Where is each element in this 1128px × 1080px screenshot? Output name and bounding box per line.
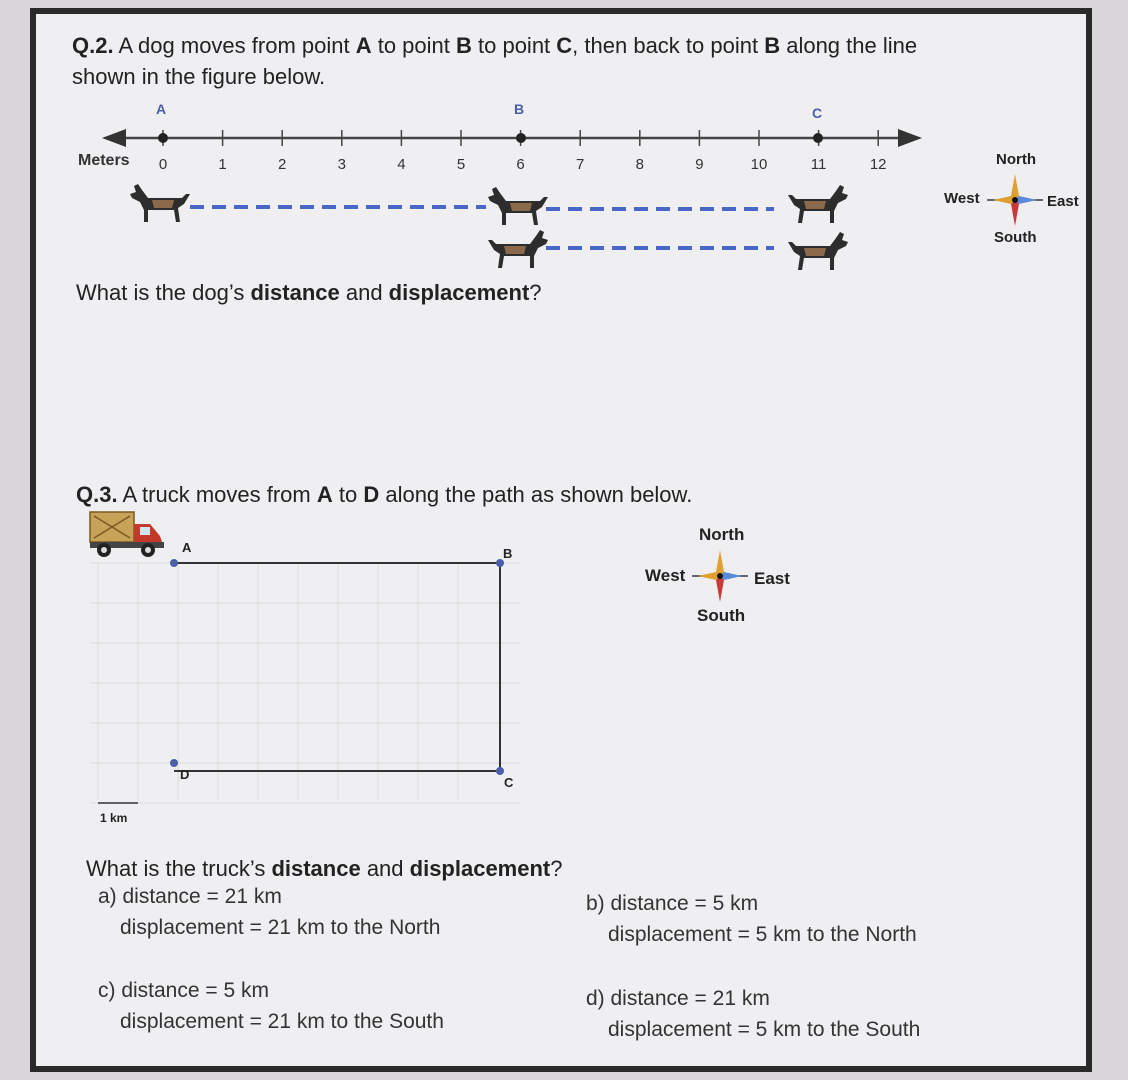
option-d-displacement: displacement = 5 km to the South [608, 1018, 921, 1041]
dog-icon [788, 185, 848, 223]
option-c[interactable] [98, 975, 444, 1037]
grid-point-c-label: C [504, 775, 514, 790]
option-b-distance: b) distance = 5 km [586, 892, 759, 915]
point-a-dot [158, 133, 168, 143]
point-b-label: B [514, 101, 525, 117]
option-d[interactable] [586, 983, 920, 1045]
compass-south: South [697, 606, 746, 625]
tick-label: 11 [810, 156, 827, 173]
tick-label: 4 [397, 156, 406, 173]
point-a-label: A [156, 101, 167, 117]
dog-icon [488, 230, 548, 268]
arrow-right-icon [898, 129, 922, 147]
option-b-displacement: displacement = 5 km to the North [608, 923, 917, 946]
compass-rose-icon [692, 550, 748, 602]
tick-label: 5 [456, 156, 466, 173]
option-a-displacement: displacement = 21 km to the North [120, 916, 441, 939]
point-b-dot [516, 133, 526, 143]
point-a-dot [170, 559, 178, 567]
compass-north: North [699, 525, 745, 544]
tick-label: 1 [218, 156, 227, 173]
q2-question: What is the dog’s distance and displacement? [76, 280, 542, 305]
point-c-dot [496, 767, 504, 775]
tick-label: 12 [869, 156, 887, 173]
compass-west: West [645, 566, 686, 585]
compass-west: West [944, 190, 980, 207]
tick-label: 8 [635, 156, 644, 173]
grid-point-b-label: B [503, 546, 513, 561]
option-c-distance: c) distance = 5 km [98, 979, 269, 1002]
dog-icon [788, 232, 848, 270]
tick-label: 3 [337, 156, 346, 173]
option-c-displacement: displacement = 21 km to the South [120, 1010, 444, 1033]
q3-prompt: Q.3. A truck moves from A to D along the path as shown below. [76, 482, 693, 507]
dog-icon [488, 187, 548, 225]
axis-label: Meters [78, 152, 130, 169]
option-d-distance: d) distance = 21 km [586, 987, 770, 1010]
q3-question: What is the truck’s distance and displacement? [86, 856, 563, 881]
truck-path [174, 563, 500, 771]
option-a[interactable] [98, 881, 440, 943]
compass-north: North [996, 151, 1036, 168]
compass-east: East [1047, 193, 1079, 210]
tick-label: 0 [158, 156, 168, 173]
q3-grid [90, 559, 520, 803]
compass-rose-icon [987, 174, 1043, 226]
tick-label: 6 [516, 156, 525, 173]
arrow-left-icon [102, 129, 126, 147]
grid-point-d-label: D [180, 767, 190, 782]
option-a-distance: a) distance = 21 km [98, 885, 282, 908]
option-b[interactable] [586, 888, 917, 950]
tick-label: 9 [695, 156, 704, 173]
compass-south: South [994, 229, 1037, 246]
grid-point-a-label: A [182, 540, 192, 555]
point-c-label: C [812, 105, 823, 121]
scale-label: 1 km [100, 811, 128, 825]
compass-east: East [754, 569, 790, 588]
point-c-dot [813, 133, 823, 143]
point-d-dot [170, 759, 178, 767]
dog-figures [130, 184, 848, 270]
tick-label: 7 [576, 156, 585, 173]
tick-label: 10 [750, 156, 768, 173]
number-line [102, 129, 922, 147]
tick-label: 2 [278, 156, 287, 173]
q2-prompt: Q.2. A dog moves from point A to point B to point C, then back to point B along the line shown in the figure below. [72, 33, 918, 89]
truck-icon [90, 512, 164, 557]
dog-icon [130, 184, 190, 222]
